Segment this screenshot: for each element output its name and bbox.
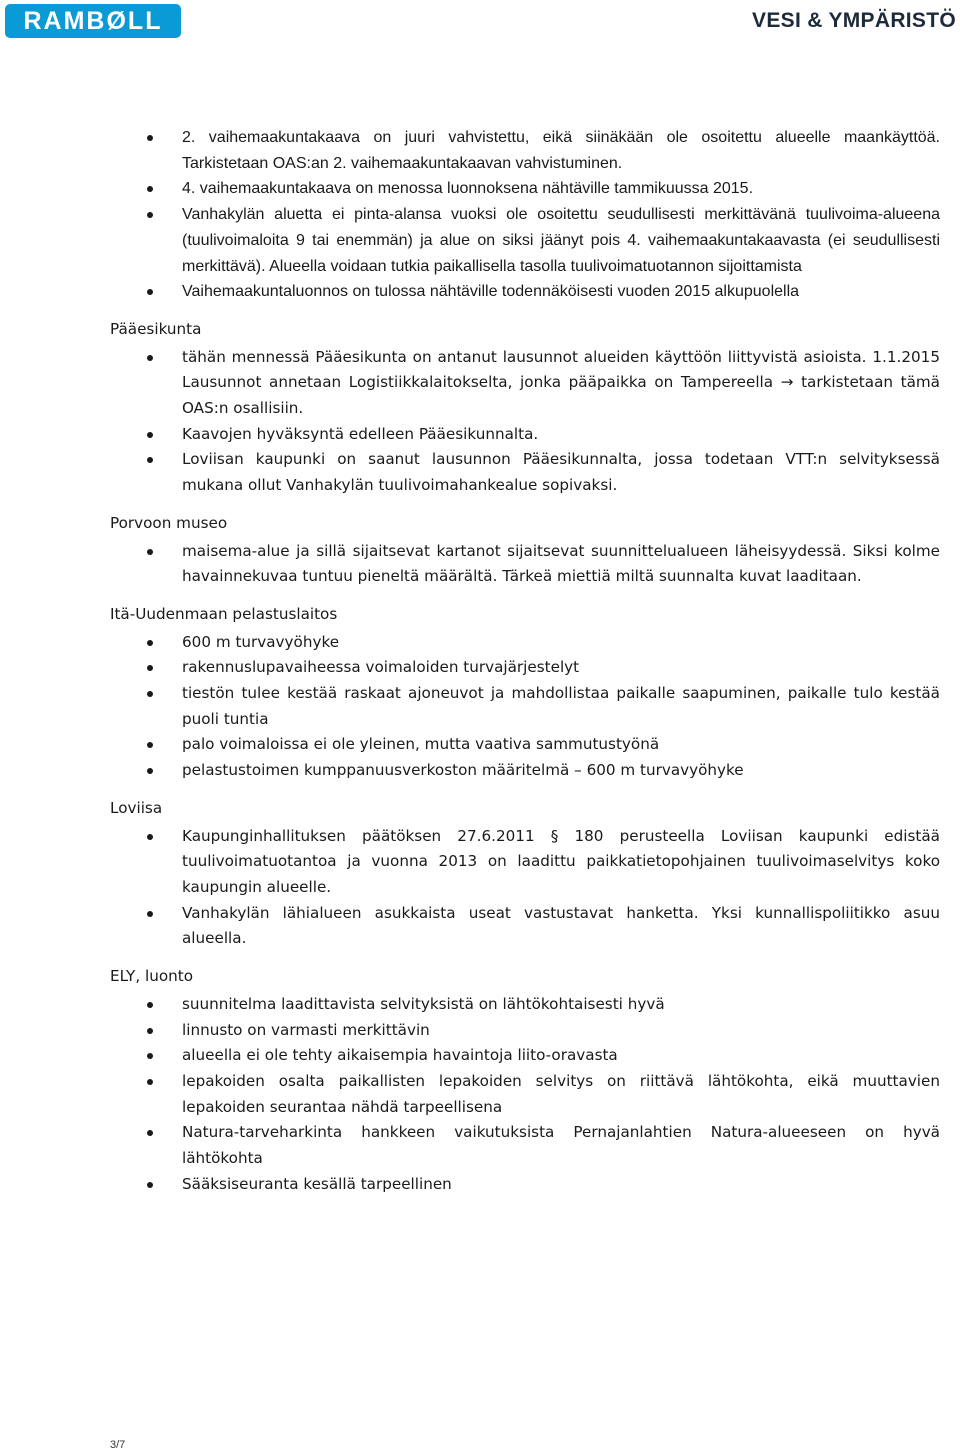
- list-item: pelastustoimen kumppanuusverkoston määritelmä – 600 m turvavyöhyke: [110, 758, 940, 784]
- list-item: maisema-alue ja sillä sijaitsevat kartanot sijaitsevat suunnittelualueen läheisyydessä. Siksi kolme havainnekuvaa tuntuu pieneltä määrältä. Tärkeä miettiä miltä suunnalta kuvat laaditaan.: [110, 539, 940, 590]
- page-number: 3/7: [110, 1439, 126, 1451]
- section-heading-porvoo: Porvoon museo: [110, 513, 228, 532]
- list-item: rakennuslupavaiheessa voimaloiden turvajärjestelyt: [110, 655, 940, 681]
- porvoo-list: [110, 539, 940, 590]
- ramboll-logo: RAMBØLL: [5, 4, 181, 38]
- list-item: Kaupunginhallituksen päätöksen 27.6.2011 § 180 perusteella Loviisan kaupunki edistää tuulivoimatuotantoa ja vuonna 2013 on laadittu paikkatietopohjainen tuulivoimaselvitys koko kaupungin alueelle.: [110, 824, 940, 901]
- list-item: suunnitelma laadittavista selvityksistä on lähtökohtaisesti hyvä: [110, 992, 940, 1018]
- list-item: lepakoiden osalta paikallisten lepakoiden selvitys on riittävä lähtökohta, eikä muuttavien lepakoiden seurantaa nähdä tarpeellisena: [110, 1069, 940, 1120]
- list-item: Kaavojen hyväksyntä edelleen Pääesikunnalta.: [110, 422, 940, 448]
- list-item: Natura-tarveharkinta hankkeen vaikutuksista Pernajanlahtien Natura-alueeseen on hyvä lähtökohta: [110, 1120, 940, 1171]
- intro-list: [110, 125, 940, 305]
- list-item: tähän mennessä Pääesikunta on antanut lausunnot alueiden käyttöön liittyvistä asioista. 1.1.2015 Lausunnot annetaan Logistiikkalaitokselta, jonka pääpaikka on Tampereella → tarkistetaan tämä OAS:n osallisiin.: [110, 345, 940, 422]
- list-item: 600 m turvavyöhyke: [110, 630, 940, 656]
- ely-list: [110, 992, 940, 1198]
- section-heading-ely: ELY, luonto: [110, 967, 193, 986]
- pelastus-list: [110, 630, 940, 784]
- list-item: 4. vaihemaakuntakaava on menossa luonnoksena nähtäville tammikuussa 2015.: [110, 176, 940, 202]
- list-item: Vanhakylän aluetta ei pinta-alansa vuoksi ole osoitettu seudullisesti merkittävänä tuulivoima-alueena (tuulivoimaloita 9 tai enemmän) ja alue on siksi jäänyt pois 4. vaihemaakuntakaavasta (ei seudullisesti merkittävä). Alueella voidaan tutkia paikallisella tasolla tuulivoimatuotannon sijoittamista: [110, 202, 940, 279]
- list-item: 2. vaihemaakuntakaava on juuri vahvistettu, eikä siinäkään ole osoitettu alueelle maankäyttöä. Tarkistetaan OAS:an 2. vaihemaakuntakaavan vahvistuminen.: [110, 125, 940, 176]
- list-item: linnusto on varmasti merkittävin: [110, 1018, 940, 1044]
- list-item: Vanhakylän lähialueen asukkaista useat vastustavat hanketta. Yksi kunnallispoliitikko asuu alueella.: [110, 901, 940, 952]
- list-item: Vaihemaakuntaluonnos on tulossa nähtäville todennäköisesti vuoden 2015 alkupuolella: [110, 279, 940, 305]
- loviisa-list: [110, 824, 940, 953]
- division-title: VESI & YMPÄRISTÖ: [752, 9, 956, 32]
- list-item: alueella ei ole tehty aikaisempia havaintoja liito-oravasta: [110, 1043, 940, 1069]
- page-header: [0, 0, 960, 44]
- section-heading-loviisa: Loviisa: [110, 798, 163, 817]
- list-item: Loviisan kaupunki on saanut lausunnon Pääesikunnalta, jossa todetaan VTT:n selvityksessä mukana ollut Vanhakylän tuulivoimahankealue sopivaksi.: [110, 447, 940, 498]
- document-body: [110, 125, 940, 1197]
- list-item: Sääksiseuranta kesällä tarpeellinen: [110, 1172, 940, 1198]
- paaesikunta-list: [110, 345, 940, 499]
- section-heading-pelastus: Itä-Uudenmaan pelastuslaitos: [110, 604, 338, 623]
- list-item: palo voimaloissa ei ole yleinen, mutta vaativa sammutustyönä: [110, 732, 940, 758]
- list-item: tiestön tulee kestää raskaat ajoneuvot ja mahdollistaa paikalle saapuminen, paikalle tulo kestää puoli tuntia: [110, 681, 940, 732]
- section-heading-paaesikunta: Pääesikunta: [110, 319, 202, 338]
